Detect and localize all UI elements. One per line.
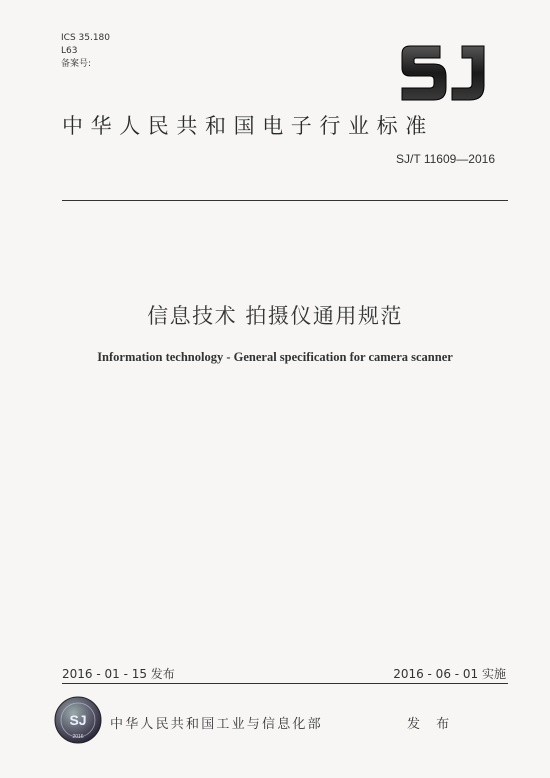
seal-text: SJ bbox=[69, 712, 87, 728]
standard-number: SJ/T 11609—2016 bbox=[396, 152, 495, 166]
standard-type-heading: 中华人民共和国电子行业标准 bbox=[62, 114, 434, 138]
issuing-authority: 中华人民共和国工业与信息化部 bbox=[110, 717, 323, 732]
classification-code: L63 bbox=[61, 46, 78, 56]
record-number-label: 备案号: bbox=[61, 59, 92, 69]
classification-block bbox=[61, 32, 110, 71]
seal-ring-text: 2016 bbox=[72, 734, 84, 740]
publish-label: 发 布 bbox=[407, 717, 456, 732]
document-title-english: Information technology - General specification for camera scanner bbox=[97, 350, 453, 364]
issuer-seal bbox=[54, 696, 102, 744]
issue-date: 2016 - 01 - 15 发布 bbox=[62, 667, 175, 681]
ics-code: ICS 35.180 bbox=[61, 33, 111, 43]
footer-divider bbox=[62, 683, 508, 684]
implementation-date: 2016 - 06 - 01 实施 bbox=[393, 667, 506, 681]
header-divider bbox=[62, 200, 508, 201]
sj-logo bbox=[400, 42, 486, 104]
document-title-chinese: 信息技术 拍摄仪通用规范 bbox=[147, 304, 403, 328]
